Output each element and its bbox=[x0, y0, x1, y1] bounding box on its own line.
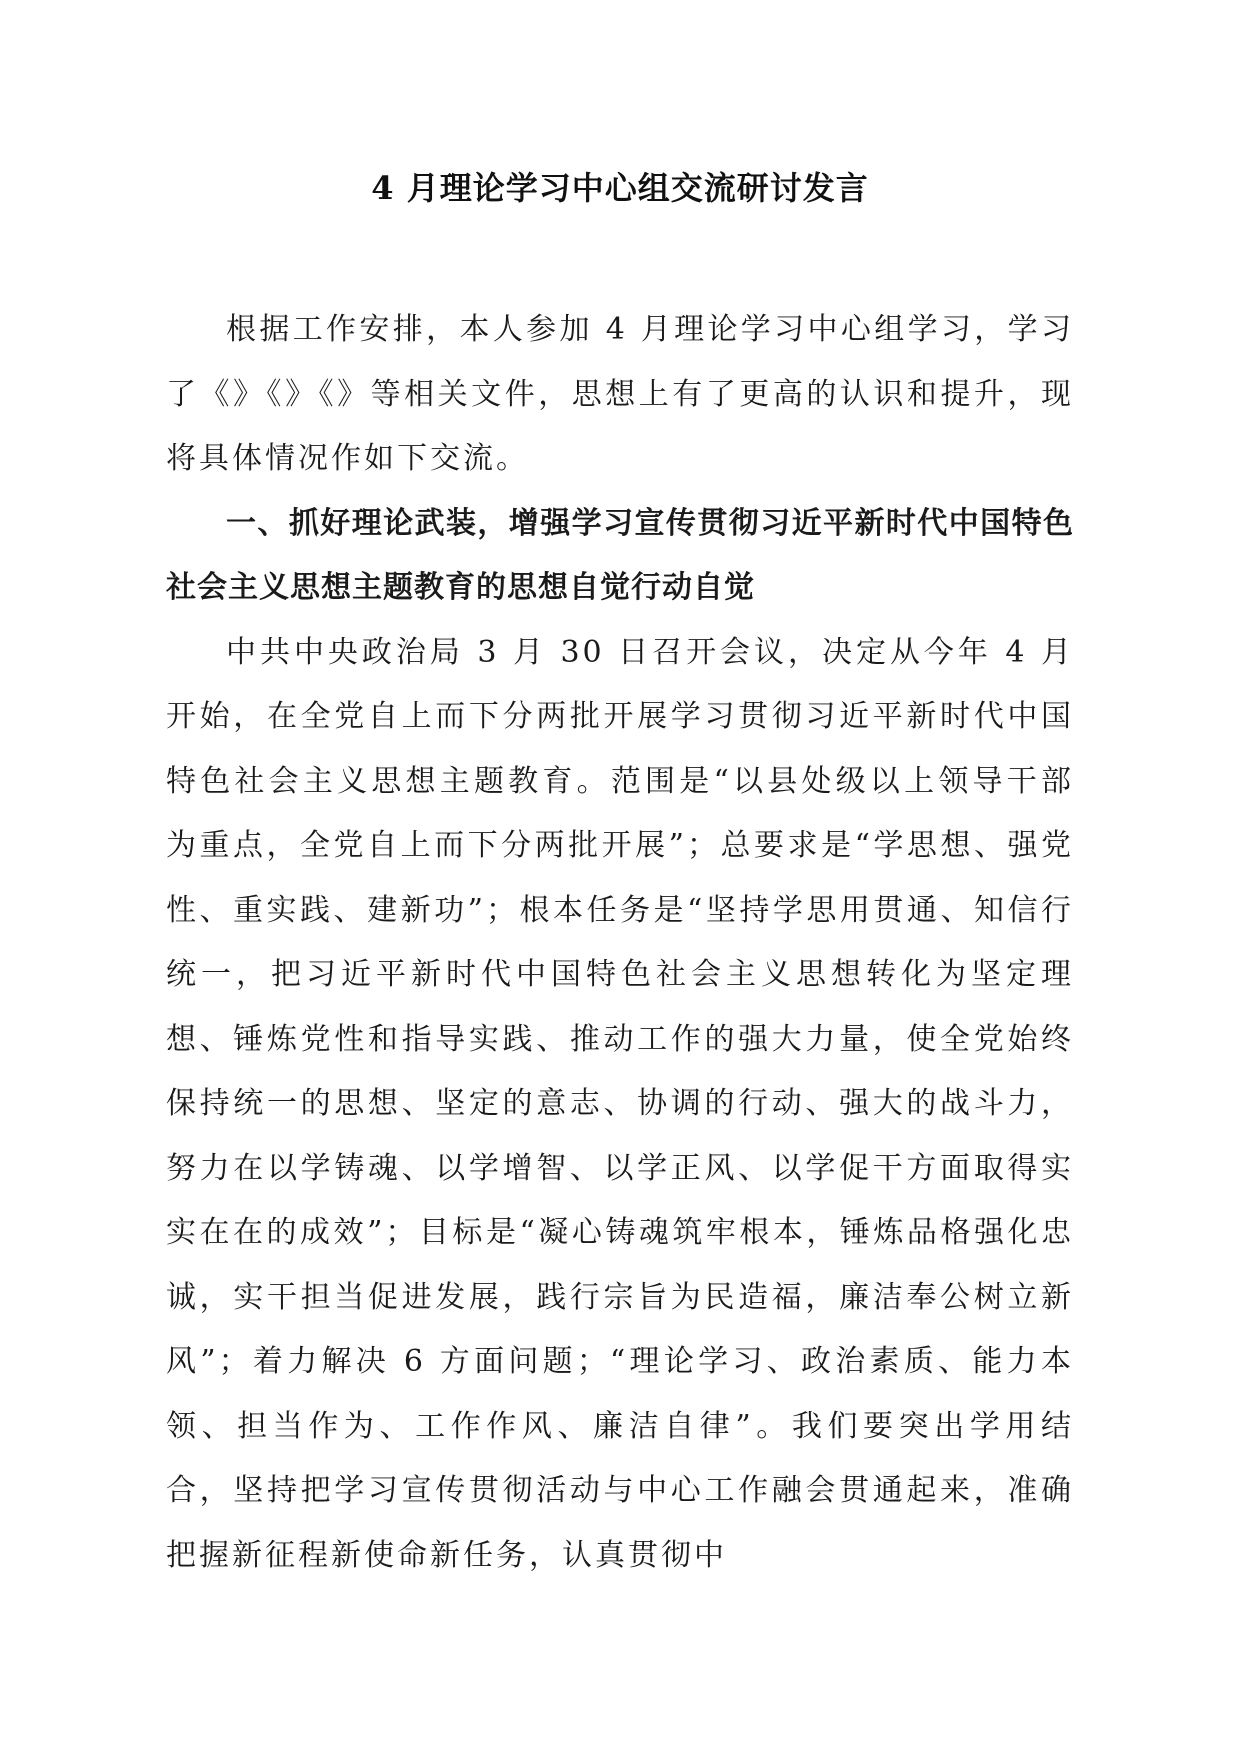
section-heading-1: 一、抓好理论武装，增强学习宣传贯彻习近平新时代中国特色社会主义思想主题教育的思想自觉行动自觉 bbox=[166, 505, 1074, 605]
section-1-paragraph: 中共中央政治局 3 月 30 日召开会议，决定从今年 4 月开始，在全党自上而下分两批开展学习贯彻习近平新时代中国特色社会主义思想主题教育。范围是“以县处级以上领导干部为重点，全党自上而下分两批开展”；总要求是“学思想、强党性、重实践、建新功”；根本任务是“坚持学思用贯通、知信行统一，把习近平新时代中国特色社会主义思想转化为坚定理想、锤炼党性和指导实践、推动工作的强大力量，使全党始终保持统一的思想、坚定的意志、协调的行动、强大的战斗力，努力在以学铸魂、以学增智、以学正风、以学促干方面取得实实在在的成效”；目标是“凝心铸魂筑牢根本，锤炼品格强化忠诚，实干担当促进发展，践行宗旨为民造福，廉洁奉公树立新风”；着力解决 6 方面问题；“理论学习、政治素质、能力本领、担当作为、工作作风、廉洁自律”。我们要突出学用结合，坚持把学习宣传贯彻活动与中心工作融会贯通起来，准确把握新征程新使命新任务，认真贯彻中 bbox=[166, 634, 1074, 1573]
intro-paragraph: 根据工作安排，本人参加 4 月理论学习中心组学习，学习了《》《》《》等相关文件，思想上有了更高的认识和提升，现将具体情况作如下交流。 bbox=[166, 312, 1074, 476]
document-title: 4 月理论学习中心组交流研讨发言 bbox=[371, 169, 869, 207]
document-body bbox=[166, 298, 1074, 1588]
